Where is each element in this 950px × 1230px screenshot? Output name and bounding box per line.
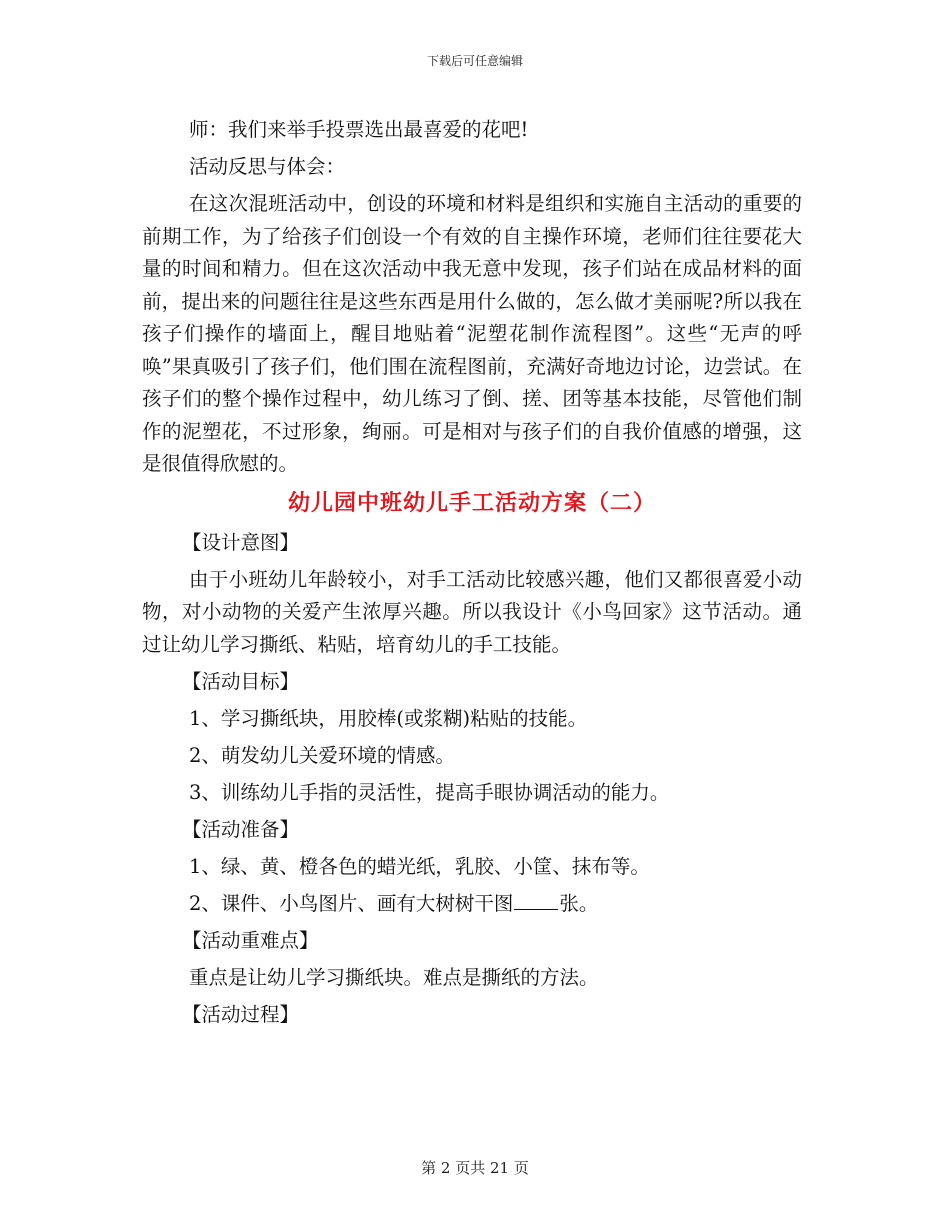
design-heading: 【设计意图】: [182, 530, 300, 554]
preparation-item: [142, 888, 802, 921]
goal-item: 3、训练幼儿手指的灵活性，提高手眼协调活动的能力。: [189, 780, 670, 804]
design-paragraph: 由于小班幼儿年龄较小，对手工活动比较感兴趣，他们又都很喜爱小动物，对小动物的关爱产生浓厚兴趣。所以我设计《小鸟回家》这节活动。通过让幼儿学习撕纸、粘贴，培育幼儿的手工技能。: [142, 567, 802, 656]
teacher-line: 师：我们来举手投票选出最喜爱的花吧!: [189, 118, 529, 141]
reflection-paragraph: 在这次混班活动中，创设的环境和材料是组织和实施自主活动的重要的前期工作，为了给孩子们创设一个有效的自主操作环境，老师们往往要花大量的时间和精力。但在这次活动中我无意中发现，孩子们站在成品材料的面前，提出来的问题往往是这些东西是用什么做的，怎么做才美丽呢?所以我在孩子们操作的墙面上，醒目地贴着“泥塑花制作流程图”。这些“无声的呼唤”果真吸引了孩子们，他们围在流程图前，充满好奇地边讨论，边尝试。在孩子们的整个操作过程中，幼儿练习了倒、搓、团等基本技能，尽管他们制作的泥塑花，不过形象，绚丽。可是相对与孩子们的自我价值感的增强，这是很值得欣慰的。: [142, 192, 802, 475]
reflection-heading: 活动反思与体会：: [189, 155, 346, 178]
page-footer: 第 2 页共 21 页: [421, 1159, 529, 1177]
difficulty-heading: 【活动重难点】: [182, 928, 319, 952]
document-body: [142, 114, 802, 1036]
document-title: 幼儿园中班幼儿手工活动方案（二）: [287, 489, 656, 516]
fill-blank-line: [514, 891, 558, 910]
preparation-item-text: 2、课件、小鸟图片、画有大树树干图: [189, 891, 514, 915]
difficulty-paragraph: 重点是让幼儿学习撕纸块。难点是撕纸的方法。: [189, 965, 599, 989]
preparation-heading: 【活动准备】: [182, 817, 300, 841]
page-header: 下载后可任意编辑: [426, 54, 523, 68]
preparation-item-text: 张。: [559, 891, 599, 915]
preparation-item: 1、绿、黄、橙各色的蜡光纸，乳胶、小筐、抹布等。: [189, 854, 650, 878]
goals-heading: 【活动目标】: [182, 669, 300, 693]
goal-item: 2、萌发幼儿关爱环境的情感。: [189, 743, 455, 767]
goal-item: 1、学习撕纸块，用胶棒(或浆糊)粘贴的技能。: [189, 706, 588, 730]
process-heading: 【活动过程】: [182, 1002, 300, 1026]
